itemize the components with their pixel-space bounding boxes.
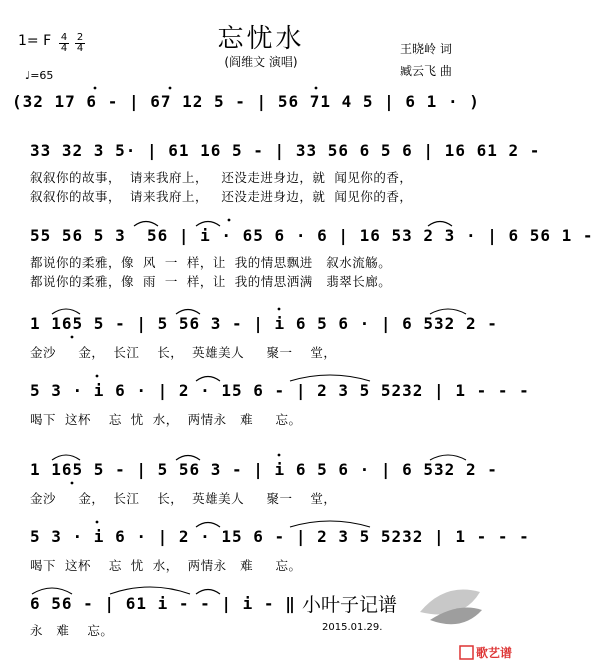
key-signature: 1= F [18,33,52,49]
time-sig-b-num: 2 [76,32,84,43]
notation-system-3: 55 56 5 3 56 | i · 65 6 · 6 | 16 53 2 3 · | 6 56 1 - [30,226,594,245]
slur-marks [32,222,466,595]
slur-mark [32,588,72,594]
notation-system-1: (32 17 6 - | 67 12 5 - | 56 71 4 5 | 6 1 · ) [12,92,480,111]
notation-system-2: 33 32 3 5· | 61 16 5 - | 33 56 6 5 6 | 16 61 2 - [30,141,541,160]
lyrics-system-3-verse-1: 都说你的柔雅，像 风 一 样，让 我的情思飘进 叙水流觞。 [30,255,392,270]
slur-mark [430,309,466,314]
slur-mark [52,309,80,314]
lyrics-system-3-verse-2: 都说你的柔雅，像 雨 一 样，让 我的情思洒满 翡翠长廊。 [30,274,392,289]
time-sig-b-den: 4 [76,43,84,54]
notation-system-4: 1 165 5 - | 5 56 3 - | i 6 5 6 · | 6 532 2 - [30,314,498,333]
notation-system-5: 5 3 · i 6 · | 2 · 15 6 - | 2 3 5 5232 | 1 - - - [30,381,530,400]
slur-mark [430,455,466,460]
slur-mark [134,222,158,227]
slur-mark [176,310,200,315]
watermark-logo [460,645,512,660]
leaf-icon [420,590,482,625]
slur-mark [196,523,220,528]
slur-mark [52,455,80,460]
transcription-date: 2015.01.29. [322,622,383,633]
slur-mark [176,456,200,461]
slur-mark [196,222,220,227]
slur-mark [290,521,370,527]
notation-system-6: 1 165 5 - | 5 56 3 - | i 6 5 6 · | 6 532 2 - [30,460,498,479]
octave-dots [71,87,318,524]
lyrics-system-8: 永 难 忘。 [30,623,114,638]
lyrics-system-5: 喝下 这杯 忘 忧 水， 两情永 难 忘。 [30,412,302,427]
svg-text:歌艺谱: 歌艺谱 [476,646,513,660]
time-sig-a-num: 4 [60,32,68,43]
slur-mark [110,587,190,594]
composer-credit: 臧云飞 曲 [400,64,452,78]
slur-mark [196,377,220,382]
lyrics-system-6: 金沙 金， 长江 长， 英雄美人 聚一 堂， [30,491,337,506]
lyrics-system-2-verse-1: 叙叙你的故事， 请来我府上， 还没走进身边，就 闻见你的香， [30,170,413,185]
quarter-note-icon: ♩ [25,69,31,82]
notation-system-8: 6 56 - | 61 i - - | i - ‖ [30,594,296,613]
tempo-value: =65 [30,69,54,82]
slur-mark [428,222,452,227]
transcriber-signature: 小叶子记谱 [302,594,398,616]
lyrics-system-7: 喝下 这杯 忘 忧 水， 两情永 难 忘。 [30,558,302,573]
lyrics-system-4: 金沙 金， 长江 长， 英雄美人 聚一 堂， [30,345,337,360]
song-title: 忘忧水 [217,24,305,54]
performer-credit: (阎维文 演唱) [224,55,298,69]
notation-system-7: 5 3 · i 6 · | 2 · 15 6 - | 2 3 5 5232 | 1 - - - [30,527,530,546]
slur-mark [290,375,370,381]
time-sig-a-den: 4 [60,43,68,54]
lyrics-system-2-verse-2: 叙叙你的故事， 请来我府上， 还没走进身边，就 闻见你的香， [30,189,413,204]
lyricist-credit: 王晓岭 词 [400,42,452,56]
slur-mark [196,590,220,595]
